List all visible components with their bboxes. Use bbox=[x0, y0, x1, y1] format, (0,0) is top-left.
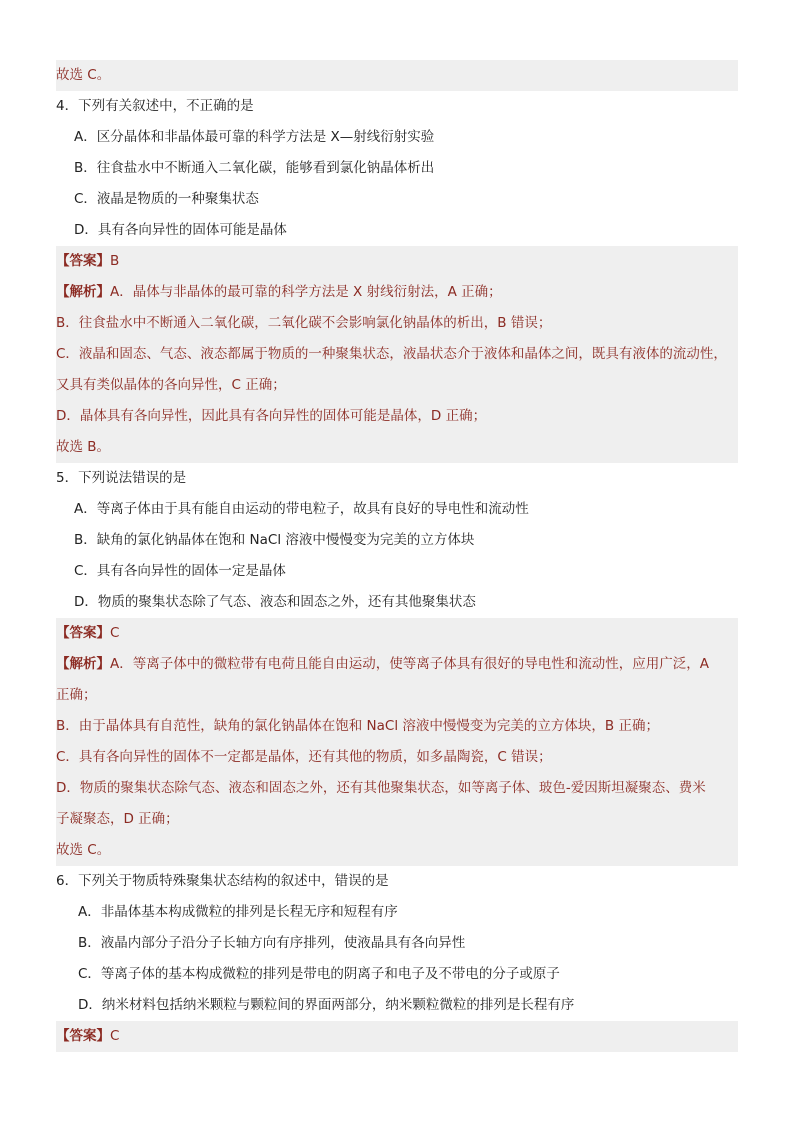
q5-stem: 5．下列说法错误的是 bbox=[56, 470, 187, 486]
q6-option-a: A．非晶体基本构成微粒的排列是长程无序和短程有序 bbox=[78, 904, 398, 920]
q4-option-c: C．液晶是物质的一种聚集状态 bbox=[74, 191, 259, 207]
q4-option-b: B．往食盐水中不断通入二氧化碳，能够看到氯化钠晶体析出 bbox=[74, 160, 435, 176]
q5-analysis-line: D．物质的聚集状态除气态、液态和固态之外，还有其他聚集状态，如等离子体、玻色-爱因斯坦凝聚态、费米 bbox=[56, 773, 738, 804]
q5-option-d: D．物质的聚集状态除了气态、液态和固态之外，还有其他聚集状态 bbox=[74, 594, 476, 610]
q5-analysis-line: C．具有各向异性的固体不一定都是晶体，还有其他的物质，如多晶陶瓷，C 错误； bbox=[56, 742, 738, 773]
q4-analysis-line: 又具有类似晶体的各向异性，C 正确； bbox=[56, 370, 738, 401]
q5-option-c: C．具有各向异性的固体一定是晶体 bbox=[74, 563, 286, 579]
document-page bbox=[56, 60, 738, 1052]
q4-conclusion: 故选 B。 bbox=[56, 432, 738, 463]
answer-value: C bbox=[110, 1028, 120, 1044]
q5-analysis-line: 正确； bbox=[56, 680, 738, 711]
q5-analysis-line: B．由于晶体具有自范性，缺角的氯化钠晶体在饱和 NaCl 溶液中慢慢变为完美的立方体块，B 正确； bbox=[56, 711, 738, 742]
answer-tag: 【答案】 bbox=[56, 253, 110, 269]
q6-option-d: D．纳米材料包括纳米颗粒与颗粒间的界面两部分，纳米颗粒微粒的排列是长程有序 bbox=[78, 997, 575, 1013]
q4-analysis-line: C．液晶和固态、气态、液态都属于物质的一种聚集状态，液晶状态介于液体和晶体之间，既具有液体的流动性， bbox=[56, 339, 738, 370]
q4-analysis-line bbox=[56, 277, 738, 308]
q5-option-b: B．缺角的氯化钠晶体在饱和 NaCl 溶液中慢慢变为完美的立方体块 bbox=[74, 532, 475, 548]
analysis-tag: 【解析】 bbox=[56, 284, 110, 300]
conclusion-text: 故选 C。 bbox=[56, 67, 111, 83]
q5-option-a: A．等离子体由于具有能自由运动的带电粒子，故具有良好的导电性和流动性 bbox=[74, 501, 529, 517]
q6-option-b: B．液晶内部分子沿分子长轴方向有序排列，使液晶具有各向异性 bbox=[78, 935, 466, 951]
q5-answer bbox=[56, 618, 738, 649]
q6-stem: 6．下列关于物质特殊聚集状态结构的叙述中，错误的是 bbox=[56, 873, 389, 889]
answer-tag: 【答案】 bbox=[56, 1028, 110, 1044]
answer-tag: 【答案】 bbox=[56, 625, 110, 641]
q5-analysis-line bbox=[56, 649, 738, 680]
q4-answer bbox=[56, 246, 738, 277]
q5-analysis-line: 子凝聚态，D 正确； bbox=[56, 804, 738, 835]
q4-option-d: D．具有各向异性的固体可能是晶体 bbox=[74, 222, 287, 238]
answer-value: B bbox=[110, 253, 120, 269]
q6-answer bbox=[56, 1021, 738, 1052]
q4-analysis-line: D．晶体具有各向异性，因此具有各向异性的固体可能是晶体，D 正确； bbox=[56, 401, 738, 432]
analysis-text: A．晶体与非晶体的最可靠的科学方法是 X 射线衍射法，A 正确； bbox=[110, 284, 502, 300]
previous-conclusion bbox=[56, 60, 738, 91]
analysis-text: A．等离子体中的微粒带有电荷且能自由运动，使等离子体具有很好的导电性和流动性，应用广泛，A bbox=[110, 656, 709, 672]
q4-option-a: A．区分晶体和非晶体最可靠的科学方法是 X—射线衍射实验 bbox=[74, 129, 435, 145]
analysis-tag: 【解析】 bbox=[56, 656, 110, 672]
q5-conclusion: 故选 C。 bbox=[56, 835, 738, 866]
q6-option-c: C．等离子体的基本构成微粒的排列是带电的阴离子和电子及不带电的分子或原子 bbox=[78, 966, 560, 982]
answer-value: C bbox=[110, 625, 120, 641]
q4-stem: 4．下列有关叙述中，不正确的是 bbox=[56, 98, 254, 114]
q4-analysis-line: B．往食盐水中不断通入二氧化碳，二氧化碳不会影响氯化钠晶体的析出，B 错误； bbox=[56, 308, 738, 339]
